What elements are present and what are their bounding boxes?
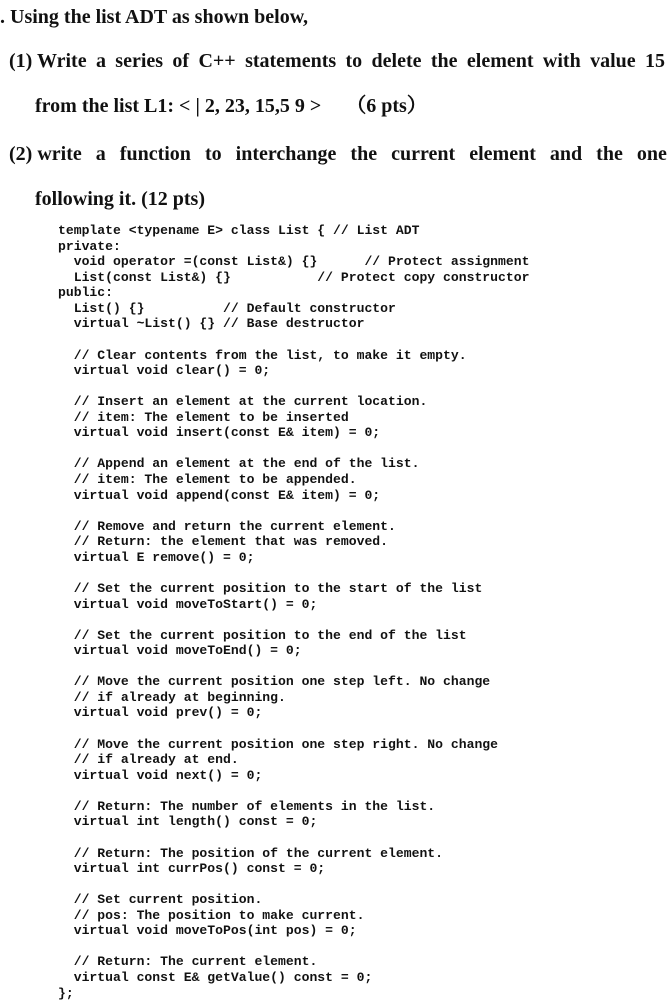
code-line: [58, 721, 529, 737]
question-word: C++: [198, 50, 236, 72]
code-line: // Move the current position one step right. No change: [58, 736, 499, 752]
code-line: [58, 939, 529, 955]
question-word: and: [549, 143, 583, 165]
part1-line1: [9, 50, 665, 72]
code-line: virtual void insert(const E& item) = 0;: [58, 425, 381, 441]
question-word: a: [95, 50, 106, 72]
question-intro: . Using the list ADT as shown below,: [0, 6, 309, 28]
question-word: the: [430, 50, 458, 72]
question-word: statements: [245, 50, 337, 72]
code-line: // Set current position.: [58, 892, 263, 908]
code-line: [58, 877, 529, 893]
code-line: // item: The element to be appended.: [58, 472, 357, 487]
question-word: one: [636, 143, 667, 165]
question-word: (1) Write: [9, 50, 87, 72]
code-line: // Move the current position one step left. No change: [58, 674, 491, 690]
question-word: interchange: [235, 143, 337, 165]
code-line: // Return: the element that was removed.: [58, 534, 389, 550]
code-line: [58, 379, 529, 395]
question-word: the: [350, 143, 378, 165]
code-line: virtual void append(const E& item) = 0;: [58, 487, 381, 503]
code-line: [58, 783, 529, 799]
code-line: // Clear contents from the list, to make it empty.: [58, 347, 467, 363]
question-word: series: [115, 50, 164, 72]
code-line: void operator =(const List&) {} // Protect assignment: [58, 254, 530, 270]
question-word: (2) write: [9, 143, 82, 165]
question-word: current: [391, 143, 456, 165]
question-word: function: [119, 143, 191, 165]
code-line: List(const List&) {} // Protect copy constructor: [58, 269, 530, 285]
code-line: private:: [58, 238, 121, 254]
code-line: List() {} // Default constructor: [58, 300, 396, 316]
code-line: // Append an element at the end of the list.: [58, 456, 420, 472]
code-line: [58, 441, 529, 457]
code-line: // pos: The position to make current.: [58, 907, 365, 923]
code-line: // Return: The position of the current element.: [58, 845, 444, 861]
part2-line1: [9, 143, 667, 165]
code-line: virtual ~List() {} // Base destructor: [58, 316, 365, 332]
code-line: [58, 612, 529, 628]
code-line: virtual void moveToPos(int pos) = 0;: [58, 923, 357, 939]
question-word: value: [590, 50, 636, 72]
code-line: virtual void moveToEnd() = 0;: [58, 643, 302, 659]
code-line: // if already at end.: [58, 752, 239, 768]
code-line: virtual const E& getValue() const = 0;: [58, 970, 373, 985]
question-word: element: [466, 50, 534, 72]
code-line: [58, 659, 529, 675]
code-line: virtual int currPos() const = 0;: [58, 861, 326, 877]
code-line: [58, 565, 529, 581]
code-line: virtual void moveToStart() = 0;: [58, 596, 318, 612]
code-line: // Set the current position to the end of the list: [58, 627, 467, 643]
part1-line2: from the list L1: < | 2, 23, 15,5 9 > （6 pts）: [35, 95, 427, 117]
code-line: [58, 830, 529, 846]
code-line: [58, 332, 529, 348]
code-line: virtual void prev() = 0;: [58, 705, 263, 721]
code-line: // Return: The number of elements in the list.: [58, 798, 436, 814]
code-line: virtual void next() = 0;: [58, 767, 263, 783]
question-word: with: [542, 50, 581, 72]
question-word: of: [172, 50, 190, 72]
code-line: // if already at beginning.: [58, 689, 286, 705]
code-listing: [58, 223, 529, 1001]
code-line: // Insert an element at the current location.: [58, 394, 428, 410]
question-word: to: [345, 50, 363, 72]
code-line: [58, 503, 529, 519]
code-line: // Set the current position to the start of the list: [58, 580, 483, 596]
code-line: virtual void clear() = 0;: [58, 363, 271, 379]
code-line: public:: [58, 285, 114, 301]
code-line: virtual E remove() = 0;: [58, 549, 255, 565]
code-line: // Remove and return the current element.: [58, 518, 396, 534]
question-word: element: [469, 143, 536, 165]
question-word: the: [596, 143, 623, 165]
code-line: template <typename E> class List { // List ADT: [58, 223, 420, 238]
code-line: };: [58, 985, 74, 1001]
code-line: // Return: The current element.: [58, 954, 318, 970]
code-line: virtual int length() const = 0;: [58, 814, 318, 830]
question-word: to: [204, 143, 222, 165]
question-word: 15: [645, 50, 665, 72]
code-line: // item: The element to be inserted: [58, 409, 349, 425]
question-word: delete: [371, 50, 422, 72]
part2-line2: following it. (12 pts): [35, 188, 205, 210]
question-word: a: [95, 143, 106, 165]
